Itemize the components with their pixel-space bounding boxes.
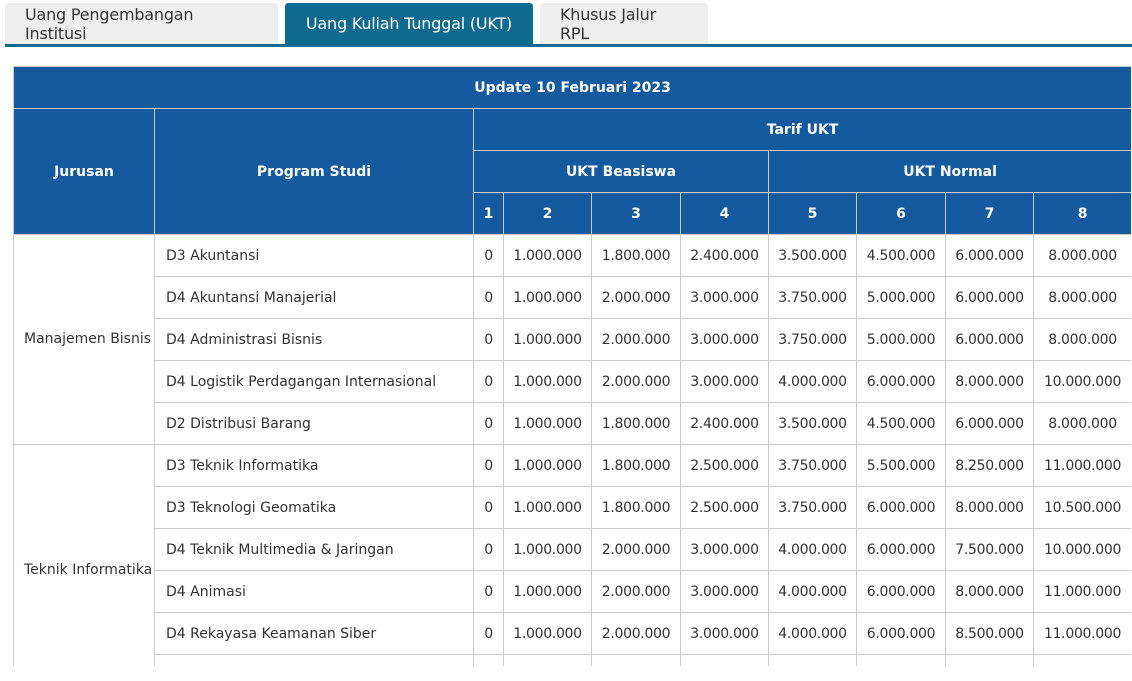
tarif-level-4-cell: 3.000.000 [681, 571, 769, 613]
tarif-level-1-cell: 0 [474, 361, 504, 403]
tarif-level-3-cell: 2.000.000 [592, 529, 681, 571]
tarif-level-8-cell: 8.000.000 [1034, 319, 1132, 361]
tarif-level-4-cell: 3.000.000 [681, 613, 769, 655]
table-row [14, 445, 1132, 487]
tarif-level-1-cell: 0 [474, 277, 504, 319]
tarif-level-2-cell: 1.000.000 [504, 403, 592, 445]
ukt-table [13, 66, 1131, 666]
header-level-5: 5 [769, 193, 857, 235]
tarif-level-8-cell: 8.000.000 [1034, 403, 1132, 445]
tarif-level-3-cell [592, 655, 681, 667]
program-studi-cell: D4 Rekayasa Keamanan Siber [155, 613, 474, 655]
tarif-level-4-cell [681, 655, 769, 667]
tarif-level-2-cell: 1.000.000 [504, 361, 592, 403]
tarif-level-8-cell: 10.500.000 [1034, 487, 1132, 529]
header-level-7: 7 [946, 193, 1034, 235]
program-studi-cell: D3 Teknik Informatika [155, 445, 474, 487]
table-row [14, 235, 1132, 277]
tarif-level-6-cell: 6.000.000 [857, 487, 946, 529]
program-studi-cell: D2 Distribusi Barang [155, 403, 474, 445]
tarif-level-5-cell: 3.500.000 [769, 235, 857, 277]
tarif-level-4-cell: 3.000.000 [681, 361, 769, 403]
tarif-level-2-cell: 1.000.000 [504, 613, 592, 655]
tarif-level-3-cell: 2.000.000 [592, 319, 681, 361]
header-ukt-normal: UKT Normal [769, 151, 1132, 193]
tarif-level-8-cell: 10.000.000 [1034, 529, 1132, 571]
tarif-level-4-cell: 2.400.000 [681, 235, 769, 277]
table-row [14, 529, 1132, 571]
tarif-level-2-cell: 1.000.000 [504, 571, 592, 613]
tarif-level-3-cell: 1.800.000 [592, 235, 681, 277]
tarif-level-5-cell [769, 655, 857, 667]
tarif-level-6-cell: 4.500.000 [857, 403, 946, 445]
table-body [14, 235, 1132, 667]
tarif-level-2-cell: 1.000.000 [504, 529, 592, 571]
tarif-level-4-cell: 3.000.000 [681, 529, 769, 571]
program-studi-cell: D3 Teknologi Geomatika [155, 487, 474, 529]
program-studi-cell: D3 Akuntansi [155, 235, 474, 277]
tarif-level-7-cell: 8.000.000 [946, 571, 1034, 613]
tarif-level-5-cell: 3.750.000 [769, 277, 857, 319]
tarif-level-1-cell: 0 [474, 319, 504, 361]
tarif-level-1-cell: 0 [474, 235, 504, 277]
tarif-level-8-cell [1034, 655, 1132, 667]
tarif-level-6-cell: 5.000.000 [857, 277, 946, 319]
tab-khusus-jalur-rpl[interactable]: Khusus Jalur RPL [540, 3, 708, 44]
table-row [14, 655, 1132, 667]
tarif-level-3-cell: 1.800.000 [592, 445, 681, 487]
header-level-8: 8 [1034, 193, 1132, 235]
program-studi-cell: D4 Administrasi Bisnis [155, 319, 474, 361]
tarif-level-6-cell: 6.000.000 [857, 361, 946, 403]
tarif-level-6-cell: 5.000.000 [857, 319, 946, 361]
tarif-level-7-cell: 7.500.000 [946, 529, 1034, 571]
jurusan-cell: Teknik Informatika [14, 445, 155, 667]
table-row [14, 571, 1132, 613]
tarif-level-8-cell: 11.000.000 [1034, 571, 1132, 613]
header-level-3: 3 [592, 193, 681, 235]
tarif-level-8-cell: 8.000.000 [1034, 235, 1132, 277]
jurusan-cell: Manajemen Bisnis [14, 235, 155, 445]
program-studi-cell: D4 Akuntansi Manajerial [155, 277, 474, 319]
ukt-table-container [13, 66, 1131, 666]
tarif-level-3-cell: 2.000.000 [592, 571, 681, 613]
tarif-level-5-cell: 4.000.000 [769, 529, 857, 571]
tarif-level-4-cell: 3.000.000 [681, 277, 769, 319]
tarif-level-6-cell: 6.000.000 [857, 571, 946, 613]
tarif-level-3-cell: 1.800.000 [592, 487, 681, 529]
tarif-level-3-cell: 1.800.000 [592, 403, 681, 445]
header-level-4: 4 [681, 193, 769, 235]
tarif-level-7-cell: 8.500.000 [946, 613, 1034, 655]
header-program-studi: Program Studi [155, 109, 474, 235]
tarif-level-2-cell: 1.000.000 [504, 445, 592, 487]
tarif-level-4-cell: 2.500.000 [681, 445, 769, 487]
tab-bar [5, 3, 1132, 47]
tarif-level-3-cell: 2.000.000 [592, 277, 681, 319]
tab-uang-pengembangan-institusi[interactable]: Uang Pengembangan Institusi [5, 3, 278, 44]
tarif-level-6-cell [857, 655, 946, 667]
tarif-level-5-cell: 3.500.000 [769, 403, 857, 445]
tarif-level-3-cell: 2.000.000 [592, 361, 681, 403]
table-row [14, 613, 1132, 655]
tarif-level-7-cell: 6.000.000 [946, 319, 1034, 361]
table-row [14, 319, 1132, 361]
tarif-level-4-cell: 3.000.000 [681, 319, 769, 361]
tarif-level-5-cell: 3.750.000 [769, 319, 857, 361]
program-studi-cell: D4 Teknik Multimedia & Jaringan [155, 529, 474, 571]
tarif-level-2-cell: 1.000.000 [504, 487, 592, 529]
tarif-level-7-cell: 6.000.000 [946, 403, 1034, 445]
table-row [14, 277, 1132, 319]
tarif-level-7-cell [946, 655, 1034, 667]
tarif-level-4-cell: 2.500.000 [681, 487, 769, 529]
tarif-level-1-cell: 0 [474, 613, 504, 655]
tarif-level-8-cell: 11.000.000 [1034, 613, 1132, 655]
tarif-level-7-cell: 6.000.000 [946, 277, 1034, 319]
tab-uang-kuliah-tunggal[interactable]: Uang Kuliah Tunggal (UKT) [285, 3, 533, 44]
tarif-level-2-cell: 1.000.000 [504, 319, 592, 361]
tarif-level-1-cell: 0 [474, 487, 504, 529]
table-row [14, 487, 1132, 529]
program-studi-cell [155, 655, 474, 667]
tarif-level-5-cell: 3.750.000 [769, 487, 857, 529]
tarif-level-2-cell: 1.000.000 [504, 277, 592, 319]
tarif-level-1-cell: 0 [474, 529, 504, 571]
tarif-level-6-cell: 4.500.000 [857, 235, 946, 277]
table-row [14, 403, 1132, 445]
tarif-level-6-cell: 6.000.000 [857, 613, 946, 655]
tarif-level-5-cell: 4.000.000 [769, 571, 857, 613]
table-row [14, 361, 1132, 403]
tarif-level-2-cell: 1.000.000 [504, 235, 592, 277]
header-level-1: 1 [474, 193, 504, 235]
header-level-6: 6 [857, 193, 946, 235]
header-ukt-beasiswa: UKT Beasiswa [474, 151, 769, 193]
tarif-level-8-cell: 10.000.000 [1034, 361, 1132, 403]
tarif-level-8-cell: 11.000.000 [1034, 445, 1132, 487]
tarif-level-7-cell: 8.000.000 [946, 487, 1034, 529]
tarif-level-3-cell: 2.000.000 [592, 613, 681, 655]
tarif-level-1-cell: 0 [474, 403, 504, 445]
program-studi-cell: D4 Animasi [155, 571, 474, 613]
tarif-level-6-cell: 6.000.000 [857, 529, 946, 571]
header-jurusan: Jurusan [14, 109, 155, 235]
tarif-level-4-cell: 2.400.000 [681, 403, 769, 445]
tarif-level-8-cell: 8.000.000 [1034, 277, 1132, 319]
update-label: Update 10 Februari 2023 [14, 67, 1132, 109]
tarif-level-5-cell: 3.750.000 [769, 445, 857, 487]
tarif-level-5-cell: 4.000.000 [769, 361, 857, 403]
program-studi-cell: D4 Logistik Perdagangan Internasional [155, 361, 474, 403]
tarif-level-6-cell: 5.500.000 [857, 445, 946, 487]
tarif-level-7-cell: 6.000.000 [946, 235, 1034, 277]
header-level-2: 2 [504, 193, 592, 235]
tarif-level-1-cell: 0 [474, 445, 504, 487]
tarif-level-7-cell: 8.000.000 [946, 361, 1034, 403]
table-header [14, 67, 1132, 235]
header-tarif-ukt: Tarif UKT [474, 109, 1132, 151]
tarif-level-5-cell: 4.000.000 [769, 613, 857, 655]
tarif-level-1-cell [474, 655, 504, 667]
tarif-level-1-cell: 0 [474, 571, 504, 613]
tarif-level-2-cell [504, 655, 592, 667]
tarif-level-7-cell: 8.250.000 [946, 445, 1034, 487]
